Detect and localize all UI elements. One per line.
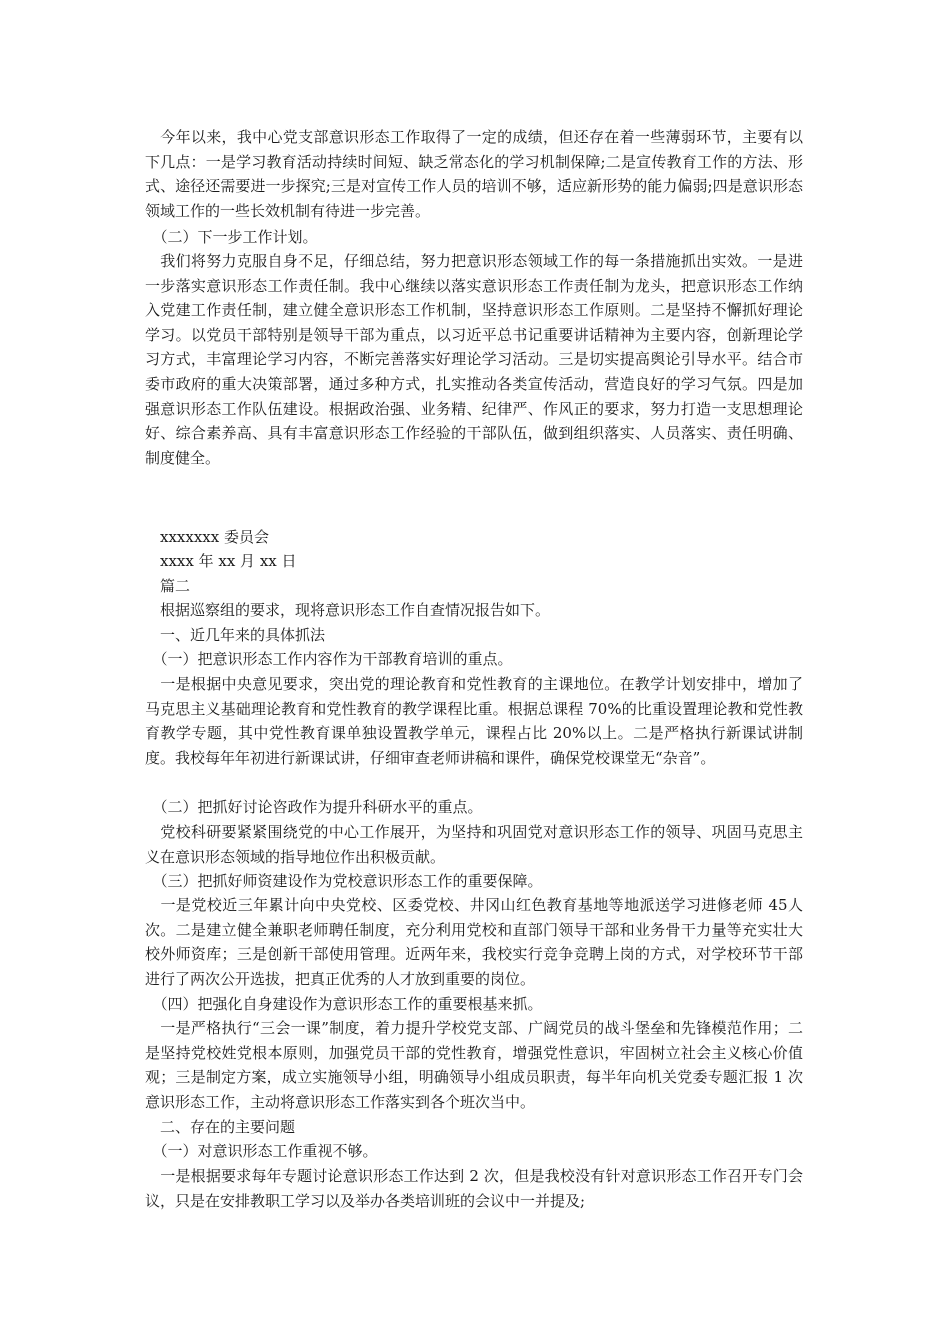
paragraph-faculty: 一是党校近三年累计向中央党校、区委党校、井冈山红色教育基地等地派送学习进修老师 45人次。二是建立健全兼职老师聘任制度，充分利用党校和直部门领导干部和业务骨干力量等充实壮大校外师资库；三是创新干部使用管理。近两年来，我校实行竞争竞聘上岗的方式，对学校环节干部进行了两次公开选拔，把真正优秀的人才放到重要的岗位。 xyxy=(145,896,803,988)
paragraph-weaknesses: 今年以来，我中心党支部意识形态工作取得了一定的成绩，但还存在着一些薄弱环节，主要有以下几点：一是学习教育活动持续时间短、缺乏常态化的学习机制保障;二是宣传教育工作的方法、形式、途径还需要进一步探究;三是对宣传工作人员的培训不够，适应新形势的能力偏弱;四是意识形态领域工作的一些长效机制有待进一步完善。 xyxy=(145,128,803,220)
paragraph-teaching: 一是根据中央意见要求，突出党的理论教育和党性教育的主课地位。在教学计划安排中，增加了马克思主义基础理论教育和党性教育的教学课程比重。根据总课程 70%的比重设置理论教和党性教育教学专题，其中党性教育课单独设置教学单元，课程占比 20%以上。二是严格执行新课试讲制度。我校每年年初进行新课试讲，仔细审查老师讲稿和课件，确保党校课堂无“杂音”。 xyxy=(145,675,803,767)
signature-date: xxxx 年 xx 月 xx 日 xyxy=(145,552,297,570)
report-intro: 根据巡察组的要求，现将意识形态工作自查情况报告如下。 xyxy=(145,601,551,619)
heading-next-plan: （二）下一步工作计划。 xyxy=(145,228,318,246)
paragraph-next-plan: 我们将努力克服自身不足，仔细总结，努力把意识形态领域工作的每一条措施抓出实效。一是进一步落实意识形态工作责任制。我中心继续以落实意识形态工作责任制为龙头，把意识形态工作纳入党建工作责任制，建立健全意识形态工作机制，坚持意识形态工作原则。二是坚持不懈抓好理论学习。以党员干部特别是领导干部为重点，以习近平总书记重要讲话精神为主要内容，创新理论学习方式，丰富理论学习内容，不断完善落实好理论学习活动。三是切实提高舆论引导水平。结合市委市政府的重大决策部署，通过多种方式，扎实推动各类宣传活动，营造良好的学习气氛。四是加强意识形态工作队伍建设。根据政治强、业务精、纪律严、作风正的要求，努力打造一支思想理论好、综合素养高、具有丰富意识形态工作经验的干部队伍，做到组织落实、人员落实、责任明确、制度健全。 xyxy=(145,252,803,467)
section-heading-1: 一、近几年来的具体抓法 xyxy=(145,626,326,644)
signature-organization: xxxxxxx 委员会 xyxy=(145,528,269,546)
paragraph-self-building: 一是严格执行“三会一课”制度，着力提升学校党支部、广阔党员的战斗堡垒和先锋模范作用；二是坚持党校姓党根本原则，加强党员干部的党性教育，增强党性意识，牢固树立社会主义核心价值观；三是制定方案，成立实施领导小组，明确领导小组成员职责，每半年向机关党委专题汇报 1 次意识形态工作，主动将意识形态工作落实到各个班次当中。 xyxy=(145,1019,803,1111)
paragraph-problems: 一是根据要求每年专题讨论意识形态工作达到 2 次，但是我校没有针对意识形态工作召开专门会议，只是在安排教职工学习以及举办各类培训班的会议中一并提及; xyxy=(145,1167,803,1210)
subsection-heading-1-2: （二）把抓好讨论咨政作为提升科研水平的重点。 xyxy=(145,798,483,816)
subsection-heading-2-1: （一）对意识形态工作重视不够。 xyxy=(145,1142,378,1160)
subsection-heading-1-4: （四）把强化自身建设作为意识形态工作的重要根基来抓。 xyxy=(145,995,543,1013)
subsection-heading-1-3: （三）把抓好师资建设作为党校意识形态工作的重要保障。 xyxy=(145,872,543,890)
subsection-heading-1-1: （一）把意识形态工作内容作为干部教育培训的重点。 xyxy=(145,650,513,668)
section-heading-2: 二、存在的主要问题 xyxy=(145,1118,296,1136)
paragraph-research: 党校科研要紧紧围绕党的中心工作展开，为坚持和巩固党对意识形态工作的领导、巩固马克思主义在意识形态领域的指导地位作出积极贡献。 xyxy=(145,823,803,866)
chapter-title: 篇二 xyxy=(145,577,191,595)
